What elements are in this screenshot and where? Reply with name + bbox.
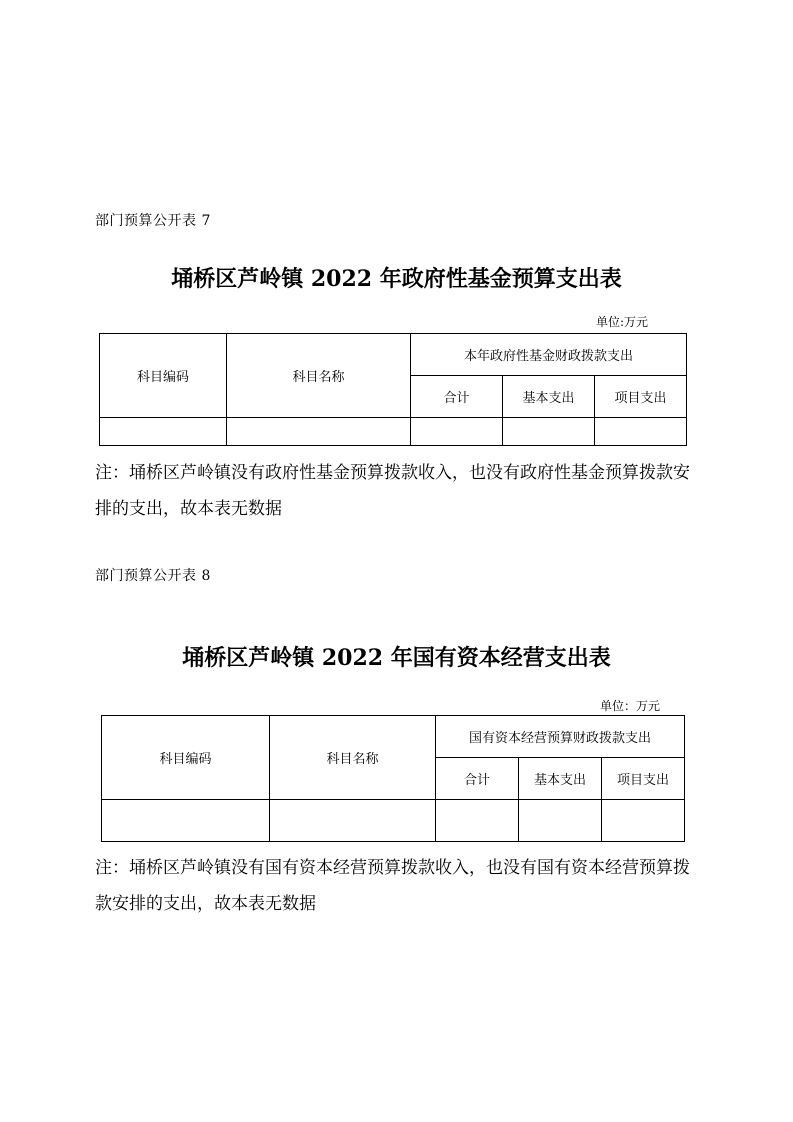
table8-header-basic: 基本支出 bbox=[519, 758, 602, 800]
table7-header-group: 本年政府性基金财政拨款支出 bbox=[411, 334, 687, 376]
table7-title: 埇桥区芦岭镇 2022 年政府性基金预算支出表 bbox=[171, 266, 622, 292]
table7-note: 注：埇桥区芦岭镇没有政府性基金预算拨款收入，也没有政府性基金预算拨款安排的支出，故本表无数据 bbox=[95, 463, 690, 519]
table7-cell-basic bbox=[503, 418, 595, 446]
table8-cell-code bbox=[102, 800, 270, 842]
table8-label: 部门预算公开表 8 bbox=[95, 568, 211, 584]
table7-header-basic: 基本支出 bbox=[503, 376, 595, 418]
table7-cell-total bbox=[411, 418, 503, 446]
table7-cell-project bbox=[595, 418, 687, 446]
table8-cell-name bbox=[270, 800, 436, 842]
table8-note: 注：埇桥区芦岭镇没有国有资本经营预算拨款收入，也没有国有资本经营预算拨款安排的支出，故本表无数据 bbox=[95, 858, 690, 914]
table8-header-code: 科目编码 bbox=[102, 716, 270, 800]
table8-cell-basic bbox=[519, 800, 602, 842]
table-row bbox=[102, 800, 685, 842]
table8-unit: 单位：万元 bbox=[600, 699, 661, 713]
table8-cell-total bbox=[436, 800, 519, 842]
table8-title: 埇桥区芦岭镇 2022 年国有资本经营支出表 bbox=[182, 645, 611, 671]
table-row bbox=[100, 418, 687, 446]
table7-unit: 单位:万元 bbox=[596, 315, 649, 329]
table7-label: 部门预算公开表 7 bbox=[95, 213, 211, 229]
table7 bbox=[99, 333, 687, 446]
table7-header-name: 科目名称 bbox=[227, 334, 411, 418]
table8-header-group: 国有资本经营预算财政拨款支出 bbox=[436, 716, 685, 758]
table7-header-code: 科目编码 bbox=[100, 334, 227, 418]
table8-header-project: 项目支出 bbox=[602, 758, 685, 800]
table7-header-project: 项目支出 bbox=[595, 376, 687, 418]
table7-header-total: 合计 bbox=[411, 376, 503, 418]
table8-header-total: 合计 bbox=[436, 758, 519, 800]
table8-header-name: 科目名称 bbox=[270, 716, 436, 800]
table8-cell-project bbox=[602, 800, 685, 842]
table7-cell-name bbox=[227, 418, 411, 446]
table8 bbox=[101, 715, 685, 842]
table7-cell-code bbox=[100, 418, 227, 446]
